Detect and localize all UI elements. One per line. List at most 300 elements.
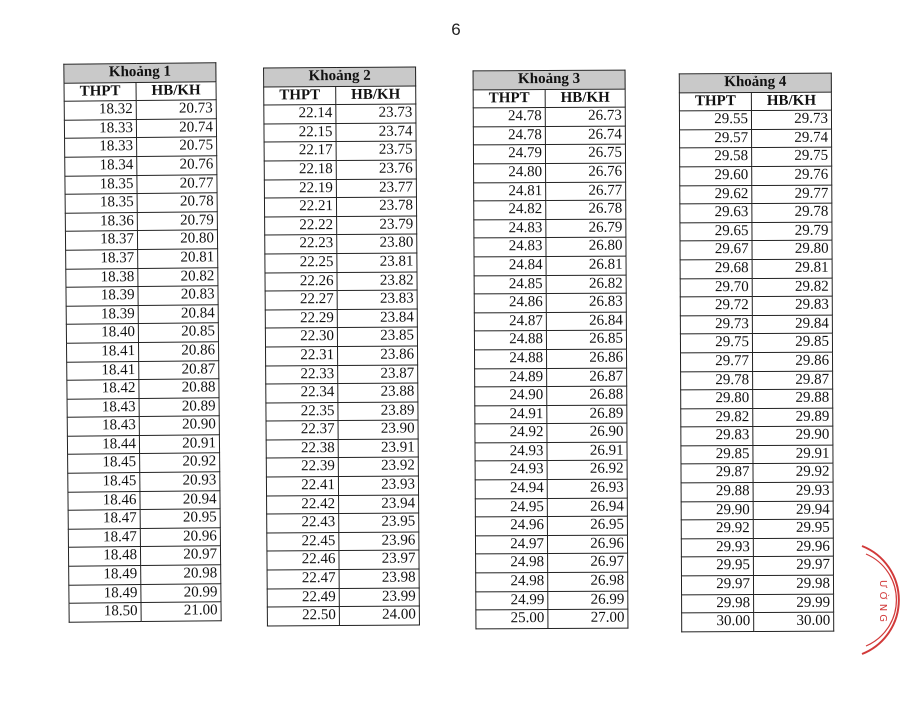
hbkh-score-cell: 20.82 <box>138 267 218 286</box>
thpt-score-cell: 18.36 <box>65 212 137 231</box>
thpt-score-cell: 24.94 <box>475 480 547 499</box>
hbkh-score-cell: 23.74 <box>336 123 416 142</box>
hbkh-score-cell: 26.96 <box>547 535 627 554</box>
table-row <box>680 203 832 222</box>
hbkh-score-cell: 23.99 <box>339 588 419 607</box>
table-row <box>65 137 217 157</box>
hbkh-score-cell: 26.82 <box>546 275 626 294</box>
thpt-score-cell: 22.45 <box>267 532 339 551</box>
column-header-thpt: THPT <box>64 82 136 101</box>
hbkh-score-cell: 23.87 <box>338 364 418 383</box>
thpt-score-cell: 18.41 <box>67 342 139 361</box>
table-row <box>682 612 834 631</box>
table-row <box>67 342 219 362</box>
hbkh-score-cell: 23.85 <box>337 327 417 346</box>
table-row <box>267 569 419 589</box>
thpt-score-cell: 18.35 <box>65 175 137 194</box>
hbkh-score-cell: 29.75 <box>752 148 832 167</box>
thpt-score-cell: 29.78 <box>681 371 753 390</box>
table-row <box>267 588 419 608</box>
hbkh-score-cell: 26.91 <box>547 442 627 461</box>
thpt-score-cell: 22.15 <box>264 123 336 142</box>
thpt-score-cell: 22.47 <box>267 570 339 589</box>
thpt-score-cell: 22.46 <box>267 551 339 570</box>
table-row <box>267 550 419 570</box>
table-row <box>265 253 417 273</box>
hbkh-score-cell: 23.77 <box>336 179 416 198</box>
table-row <box>65 230 217 250</box>
range-title: Khoảng 1 <box>64 63 216 83</box>
hbkh-score-cell: 26.74 <box>545 126 625 145</box>
thpt-score-cell: 24.96 <box>475 517 547 536</box>
table-row <box>264 179 416 199</box>
thpt-score-cell: 24.93 <box>475 442 547 461</box>
table-row <box>474 330 626 349</box>
table-row <box>267 495 419 515</box>
column-header-hbkh: HB/KH <box>336 86 416 105</box>
table-row <box>265 216 417 236</box>
table-row <box>475 516 627 535</box>
thpt-score-cell: 18.37 <box>65 231 137 250</box>
hbkh-score-cell: 23.93 <box>338 476 418 495</box>
hbkh-score-cell: 29.97 <box>753 557 833 576</box>
hbkh-score-cell: 20.97 <box>140 546 220 565</box>
table-row <box>474 256 626 275</box>
table-row <box>476 554 628 573</box>
hbkh-score-cell: 23.73 <box>336 104 416 123</box>
table-row <box>267 606 419 626</box>
hbkh-score-cell: 23.76 <box>336 160 416 179</box>
hbkh-score-cell: 26.89 <box>547 405 627 424</box>
thpt-score-cell: 24.80 <box>474 163 546 182</box>
table-row <box>68 509 220 529</box>
table-row <box>69 602 221 622</box>
table-row <box>475 405 627 424</box>
table-row <box>65 212 217 232</box>
hbkh-score-cell: 20.88 <box>139 379 219 398</box>
table-row <box>265 290 417 310</box>
table-row <box>67 379 219 399</box>
thpt-score-cell: 18.34 <box>65 157 137 176</box>
table-row <box>67 397 219 417</box>
table-row <box>475 535 627 554</box>
table-row <box>474 219 626 238</box>
hbkh-score-cell: 29.99 <box>754 594 834 613</box>
table-row <box>264 123 416 143</box>
hbkh-score-cell: 23.81 <box>337 253 417 272</box>
table-row <box>475 479 627 498</box>
thpt-score-cell: 29.82 <box>681 408 753 427</box>
table-row <box>680 241 832 260</box>
thpt-score-cell: 18.35 <box>65 194 137 213</box>
table-row <box>68 453 220 473</box>
hbkh-score-cell: 26.81 <box>546 256 626 275</box>
table-row <box>69 583 221 603</box>
table-row <box>474 182 626 201</box>
thpt-score-cell: 22.31 <box>266 346 338 365</box>
hbkh-score-cell: 23.82 <box>337 272 417 291</box>
table-row <box>264 104 416 124</box>
table-row <box>265 234 417 254</box>
thpt-score-cell: 18.37 <box>66 249 138 268</box>
hbkh-score-cell: 26.86 <box>547 349 627 368</box>
table-row <box>474 200 626 219</box>
hbkh-score-cell: 29.82 <box>752 278 832 297</box>
hbkh-score-cell: 26.75 <box>545 144 625 163</box>
thpt-score-cell: 18.32 <box>64 101 136 120</box>
thpt-score-cell: 30.00 <box>682 613 754 632</box>
thpt-score-cell: 24.85 <box>474 275 546 294</box>
thpt-score-cell: 29.60 <box>680 166 752 185</box>
hbkh-score-cell: 29.96 <box>753 538 833 557</box>
thpt-score-cell: 24.93 <box>475 461 547 480</box>
hbkh-score-cell: 29.89 <box>753 408 833 427</box>
table-row <box>474 237 626 256</box>
thpt-score-cell: 18.40 <box>66 324 138 343</box>
thpt-score-cell: 22.30 <box>265 328 337 347</box>
table-row <box>474 275 626 294</box>
hbkh-score-cell: 23.96 <box>339 532 419 551</box>
hbkh-score-cell: 23.84 <box>337 309 417 328</box>
table-row <box>68 472 220 492</box>
hbkh-score-cell: 26.99 <box>548 591 628 610</box>
thpt-score-cell: 24.95 <box>475 498 547 517</box>
range-title: Khoảng 2 <box>264 67 416 87</box>
table-row <box>266 420 418 440</box>
thpt-score-cell: 22.14 <box>264 105 336 124</box>
thpt-score-cell: 22.27 <box>265 291 337 310</box>
thpt-score-cell: 24.92 <box>475 424 547 443</box>
table-row <box>681 371 833 390</box>
thpt-score-cell: 29.73 <box>680 315 752 334</box>
hbkh-score-cell: 29.94 <box>753 501 833 520</box>
thpt-score-cell: 18.42 <box>67 380 139 399</box>
table-row <box>681 426 833 445</box>
thpt-score-cell: 25.00 <box>476 610 548 629</box>
thpt-score-cell: 18.45 <box>68 473 140 492</box>
hbkh-score-cell: 20.76 <box>137 156 217 175</box>
hbkh-score-cell: 20.84 <box>138 304 218 323</box>
table-row <box>681 389 833 408</box>
table-row <box>474 312 626 331</box>
hbkh-score-cell: 26.90 <box>547 423 627 442</box>
hbkh-score-cell: 26.97 <box>548 554 628 573</box>
hbkh-score-cell: 26.88 <box>547 386 627 405</box>
thpt-score-cell: 22.23 <box>265 235 337 254</box>
table-row <box>476 609 628 628</box>
table-row <box>680 315 832 334</box>
column-header-hbkh: HB/KH <box>751 92 831 111</box>
hbkh-score-cell: 20.99 <box>141 583 221 602</box>
hbkh-score-cell: 29.78 <box>752 203 832 222</box>
thpt-score-cell: 22.22 <box>265 216 337 235</box>
thpt-score-cell: 18.50 <box>69 603 141 622</box>
hbkh-score-cell: 20.85 <box>138 323 218 342</box>
table-row <box>475 349 627 368</box>
thpt-score-cell: 29.72 <box>680 297 752 316</box>
column-header-thpt: THPT <box>679 92 751 111</box>
thpt-score-cell: 18.47 <box>68 528 140 547</box>
stamp-text: ƯỜNG <box>877 580 888 625</box>
thpt-score-cell: 24.78 <box>473 126 545 145</box>
hbkh-score-cell: 23.90 <box>338 420 418 439</box>
column-header-hbkh: HB/KH <box>545 89 625 108</box>
table-row <box>476 591 628 610</box>
table-row <box>266 476 418 496</box>
table-row <box>68 490 220 510</box>
thpt-score-cell: 22.33 <box>266 365 338 384</box>
table-row <box>680 148 832 167</box>
table-row <box>65 156 217 176</box>
thpt-score-cell: 22.41 <box>266 477 338 496</box>
thpt-score-cell: 22.29 <box>265 309 337 328</box>
hbkh-score-cell: 20.77 <box>137 174 217 193</box>
table-row <box>679 110 831 129</box>
thpt-score-cell: 18.33 <box>65 138 137 157</box>
hbkh-score-cell: 27.00 <box>548 609 628 628</box>
thpt-score-cell: 29.90 <box>681 501 753 520</box>
hbkh-score-cell: 26.78 <box>546 200 626 219</box>
column-header-thpt: THPT <box>264 86 336 105</box>
hbkh-score-cell: 23.97 <box>339 550 419 569</box>
table-row <box>681 352 833 371</box>
table-row <box>681 482 833 501</box>
hbkh-score-cell: 20.74 <box>136 119 216 138</box>
table-row <box>65 174 217 194</box>
range-table-3 <box>473 70 629 630</box>
hbkh-score-cell: 20.79 <box>137 212 217 231</box>
thpt-score-cell: 24.88 <box>475 349 547 368</box>
red-stamp <box>858 540 912 660</box>
table-row <box>680 278 832 297</box>
thpt-score-cell: 24.84 <box>474 256 546 275</box>
thpt-score-cell: 24.86 <box>474 294 546 313</box>
table-row <box>69 565 221 585</box>
table-row <box>682 594 834 613</box>
thpt-score-cell: 18.44 <box>67 435 139 454</box>
hbkh-score-cell: 29.90 <box>753 426 833 445</box>
hbkh-score-cell: 26.84 <box>546 312 626 331</box>
thpt-score-cell: 22.42 <box>267 495 339 514</box>
hbkh-score-cell: 26.98 <box>548 572 628 591</box>
thpt-score-cell: 22.39 <box>266 458 338 477</box>
table-row <box>681 501 833 520</box>
hbkh-score-cell: 20.94 <box>140 490 220 509</box>
table-row <box>680 129 832 148</box>
hbkh-score-cell: 24.00 <box>339 606 419 625</box>
hbkh-score-cell: 20.96 <box>140 528 220 547</box>
table-row <box>681 538 833 557</box>
thpt-score-cell: 24.91 <box>475 405 547 424</box>
hbkh-score-cell: 23.80 <box>337 234 417 253</box>
table-row <box>266 402 418 422</box>
table-row <box>473 126 625 145</box>
thpt-score-cell: 29.95 <box>681 557 753 576</box>
hbkh-score-cell: 20.90 <box>139 416 219 435</box>
table-row <box>64 100 216 120</box>
table-row <box>267 513 419 533</box>
hbkh-score-cell: 29.93 <box>753 482 833 501</box>
thpt-score-cell: 29.65 <box>680 222 752 241</box>
thpt-score-cell: 29.80 <box>681 390 753 409</box>
table-row <box>68 528 220 548</box>
thpt-score-cell: 22.21 <box>264 198 336 217</box>
table-row <box>67 360 219 380</box>
thpt-score-cell: 22.19 <box>264 179 336 198</box>
thpt-score-cell: 22.43 <box>267 514 339 533</box>
table-row <box>681 445 833 464</box>
hbkh-score-cell: 20.86 <box>139 342 219 361</box>
hbkh-score-cell: 20.91 <box>139 435 219 454</box>
table-row <box>64 119 216 139</box>
thpt-score-cell: 24.82 <box>474 201 546 220</box>
thpt-score-cell: 29.62 <box>680 185 752 204</box>
table-row <box>473 144 625 163</box>
table-row <box>68 546 220 566</box>
hbkh-score-cell: 29.83 <box>752 296 832 315</box>
thpt-score-cell: 29.98 <box>682 594 754 613</box>
thpt-score-cell: 24.81 <box>474 182 546 201</box>
thpt-score-cell: 22.17 <box>264 142 336 161</box>
hbkh-score-cell: 26.85 <box>546 330 626 349</box>
hbkh-score-cell: 30.00 <box>754 612 834 631</box>
hbkh-score-cell: 29.95 <box>753 519 833 538</box>
hbkh-score-cell: 20.78 <box>137 193 217 212</box>
thpt-score-cell: 22.37 <box>266 421 338 440</box>
table-row <box>266 346 418 366</box>
hbkh-score-cell: 23.94 <box>339 495 419 514</box>
thpt-score-cell: 18.39 <box>66 305 138 324</box>
table-row <box>475 498 627 517</box>
hbkh-score-cell: 23.86 <box>338 346 418 365</box>
thpt-score-cell: 29.88 <box>681 483 753 502</box>
thpt-score-cell: 29.83 <box>681 427 753 446</box>
table-row <box>266 439 418 459</box>
table-row <box>266 364 418 384</box>
table-row <box>267 532 419 552</box>
table-row <box>476 572 628 591</box>
thpt-score-cell: 24.99 <box>476 591 548 610</box>
table-row <box>680 185 832 204</box>
table-row <box>264 141 416 161</box>
hbkh-score-cell: 20.95 <box>140 509 220 528</box>
hbkh-score-cell: 29.86 <box>753 352 833 371</box>
table-row <box>681 557 833 576</box>
thpt-score-cell: 29.87 <box>681 464 753 483</box>
thpt-score-cell: 29.75 <box>680 334 752 353</box>
column-header-hbkh: HB/KH <box>136 81 216 100</box>
table-row <box>266 383 418 403</box>
table-row <box>264 160 416 180</box>
thpt-score-cell: 24.78 <box>473 108 545 127</box>
thpt-score-cell: 22.49 <box>267 588 339 607</box>
hbkh-score-cell: 20.92 <box>140 453 220 472</box>
hbkh-score-cell: 26.95 <box>547 516 627 535</box>
hbkh-score-cell: 29.98 <box>753 575 833 594</box>
hbkh-score-cell: 26.77 <box>546 182 626 201</box>
thpt-score-cell: 18.49 <box>69 584 141 603</box>
hbkh-score-cell: 23.78 <box>336 197 416 216</box>
hbkh-score-cell: 26.80 <box>546 237 626 256</box>
hbkh-score-cell: 20.93 <box>140 472 220 491</box>
page-number: 6 <box>451 20 461 39</box>
thpt-score-cell: 24.89 <box>475 368 547 387</box>
thpt-score-cell: 24.79 <box>473 145 545 164</box>
thpt-score-cell: 24.83 <box>474 219 546 238</box>
thpt-score-cell: 24.98 <box>476 554 548 573</box>
hbkh-score-cell: 20.75 <box>137 137 217 156</box>
table-row <box>680 296 832 315</box>
hbkh-score-cell: 23.92 <box>338 457 418 476</box>
table-row <box>681 575 833 594</box>
thpt-score-cell: 22.26 <box>265 272 337 291</box>
hbkh-score-cell: 20.80 <box>137 230 217 249</box>
table-row <box>475 461 627 480</box>
hbkh-score-cell: 29.92 <box>753 464 833 483</box>
thpt-score-cell: 18.43 <box>67 398 139 417</box>
thpt-score-cell: 18.33 <box>64 119 136 138</box>
thpt-score-cell: 24.87 <box>474 312 546 331</box>
thpt-score-cell: 18.48 <box>68 547 140 566</box>
table-row <box>475 386 627 405</box>
thpt-score-cell: 22.35 <box>266 402 338 421</box>
hbkh-score-cell: 26.92 <box>547 461 627 480</box>
hbkh-score-cell: 29.88 <box>753 389 833 408</box>
range-title: Khoảng 3 <box>473 70 625 89</box>
thpt-score-cell: 24.90 <box>475 387 547 406</box>
thpt-score-cell: 24.98 <box>476 573 548 592</box>
range-table-4 <box>679 73 834 632</box>
thpt-score-cell: 22.50 <box>267 607 339 626</box>
table-row <box>681 408 833 427</box>
hbkh-score-cell: 29.73 <box>751 110 831 129</box>
table-row <box>475 423 627 442</box>
hbkh-score-cell: 20.89 <box>139 397 219 416</box>
thpt-score-cell: 18.43 <box>67 417 139 436</box>
hbkh-score-cell: 29.74 <box>752 129 832 148</box>
hbkh-score-cell: 26.87 <box>547 368 627 387</box>
thpt-score-cell: 18.41 <box>67 361 139 380</box>
hbkh-score-cell: 29.79 <box>752 222 832 241</box>
hbkh-score-cell: 26.79 <box>546 219 626 238</box>
thpt-score-cell: 29.92 <box>681 520 753 539</box>
thpt-score-cell: 22.25 <box>265 253 337 272</box>
thpt-score-cell: 24.88 <box>474 331 546 350</box>
table-row <box>680 222 832 241</box>
hbkh-score-cell: 26.76 <box>546 163 626 182</box>
thpt-score-cell: 29.68 <box>680 259 752 278</box>
thpt-score-cell: 29.70 <box>680 278 752 297</box>
hbkh-score-cell: 26.83 <box>546 293 626 312</box>
table-row <box>680 166 832 185</box>
thpt-score-cell: 24.83 <box>474 238 546 257</box>
table-row <box>681 519 833 538</box>
thpt-score-cell: 18.45 <box>68 454 140 473</box>
hbkh-score-cell: 29.84 <box>752 315 832 334</box>
table-row <box>475 442 627 461</box>
table-row <box>475 368 627 387</box>
hbkh-score-cell: 20.73 <box>136 100 216 119</box>
hbkh-score-cell: 26.93 <box>547 479 627 498</box>
table-row <box>474 293 626 312</box>
thpt-score-cell: 29.93 <box>681 538 753 557</box>
thpt-score-cell: 18.39 <box>66 287 138 306</box>
hbkh-score-cell: 26.94 <box>547 498 627 517</box>
table-row <box>66 249 218 269</box>
hbkh-score-cell: 23.79 <box>337 216 417 235</box>
table-row <box>66 267 218 287</box>
hbkh-score-cell: 29.80 <box>752 241 832 260</box>
